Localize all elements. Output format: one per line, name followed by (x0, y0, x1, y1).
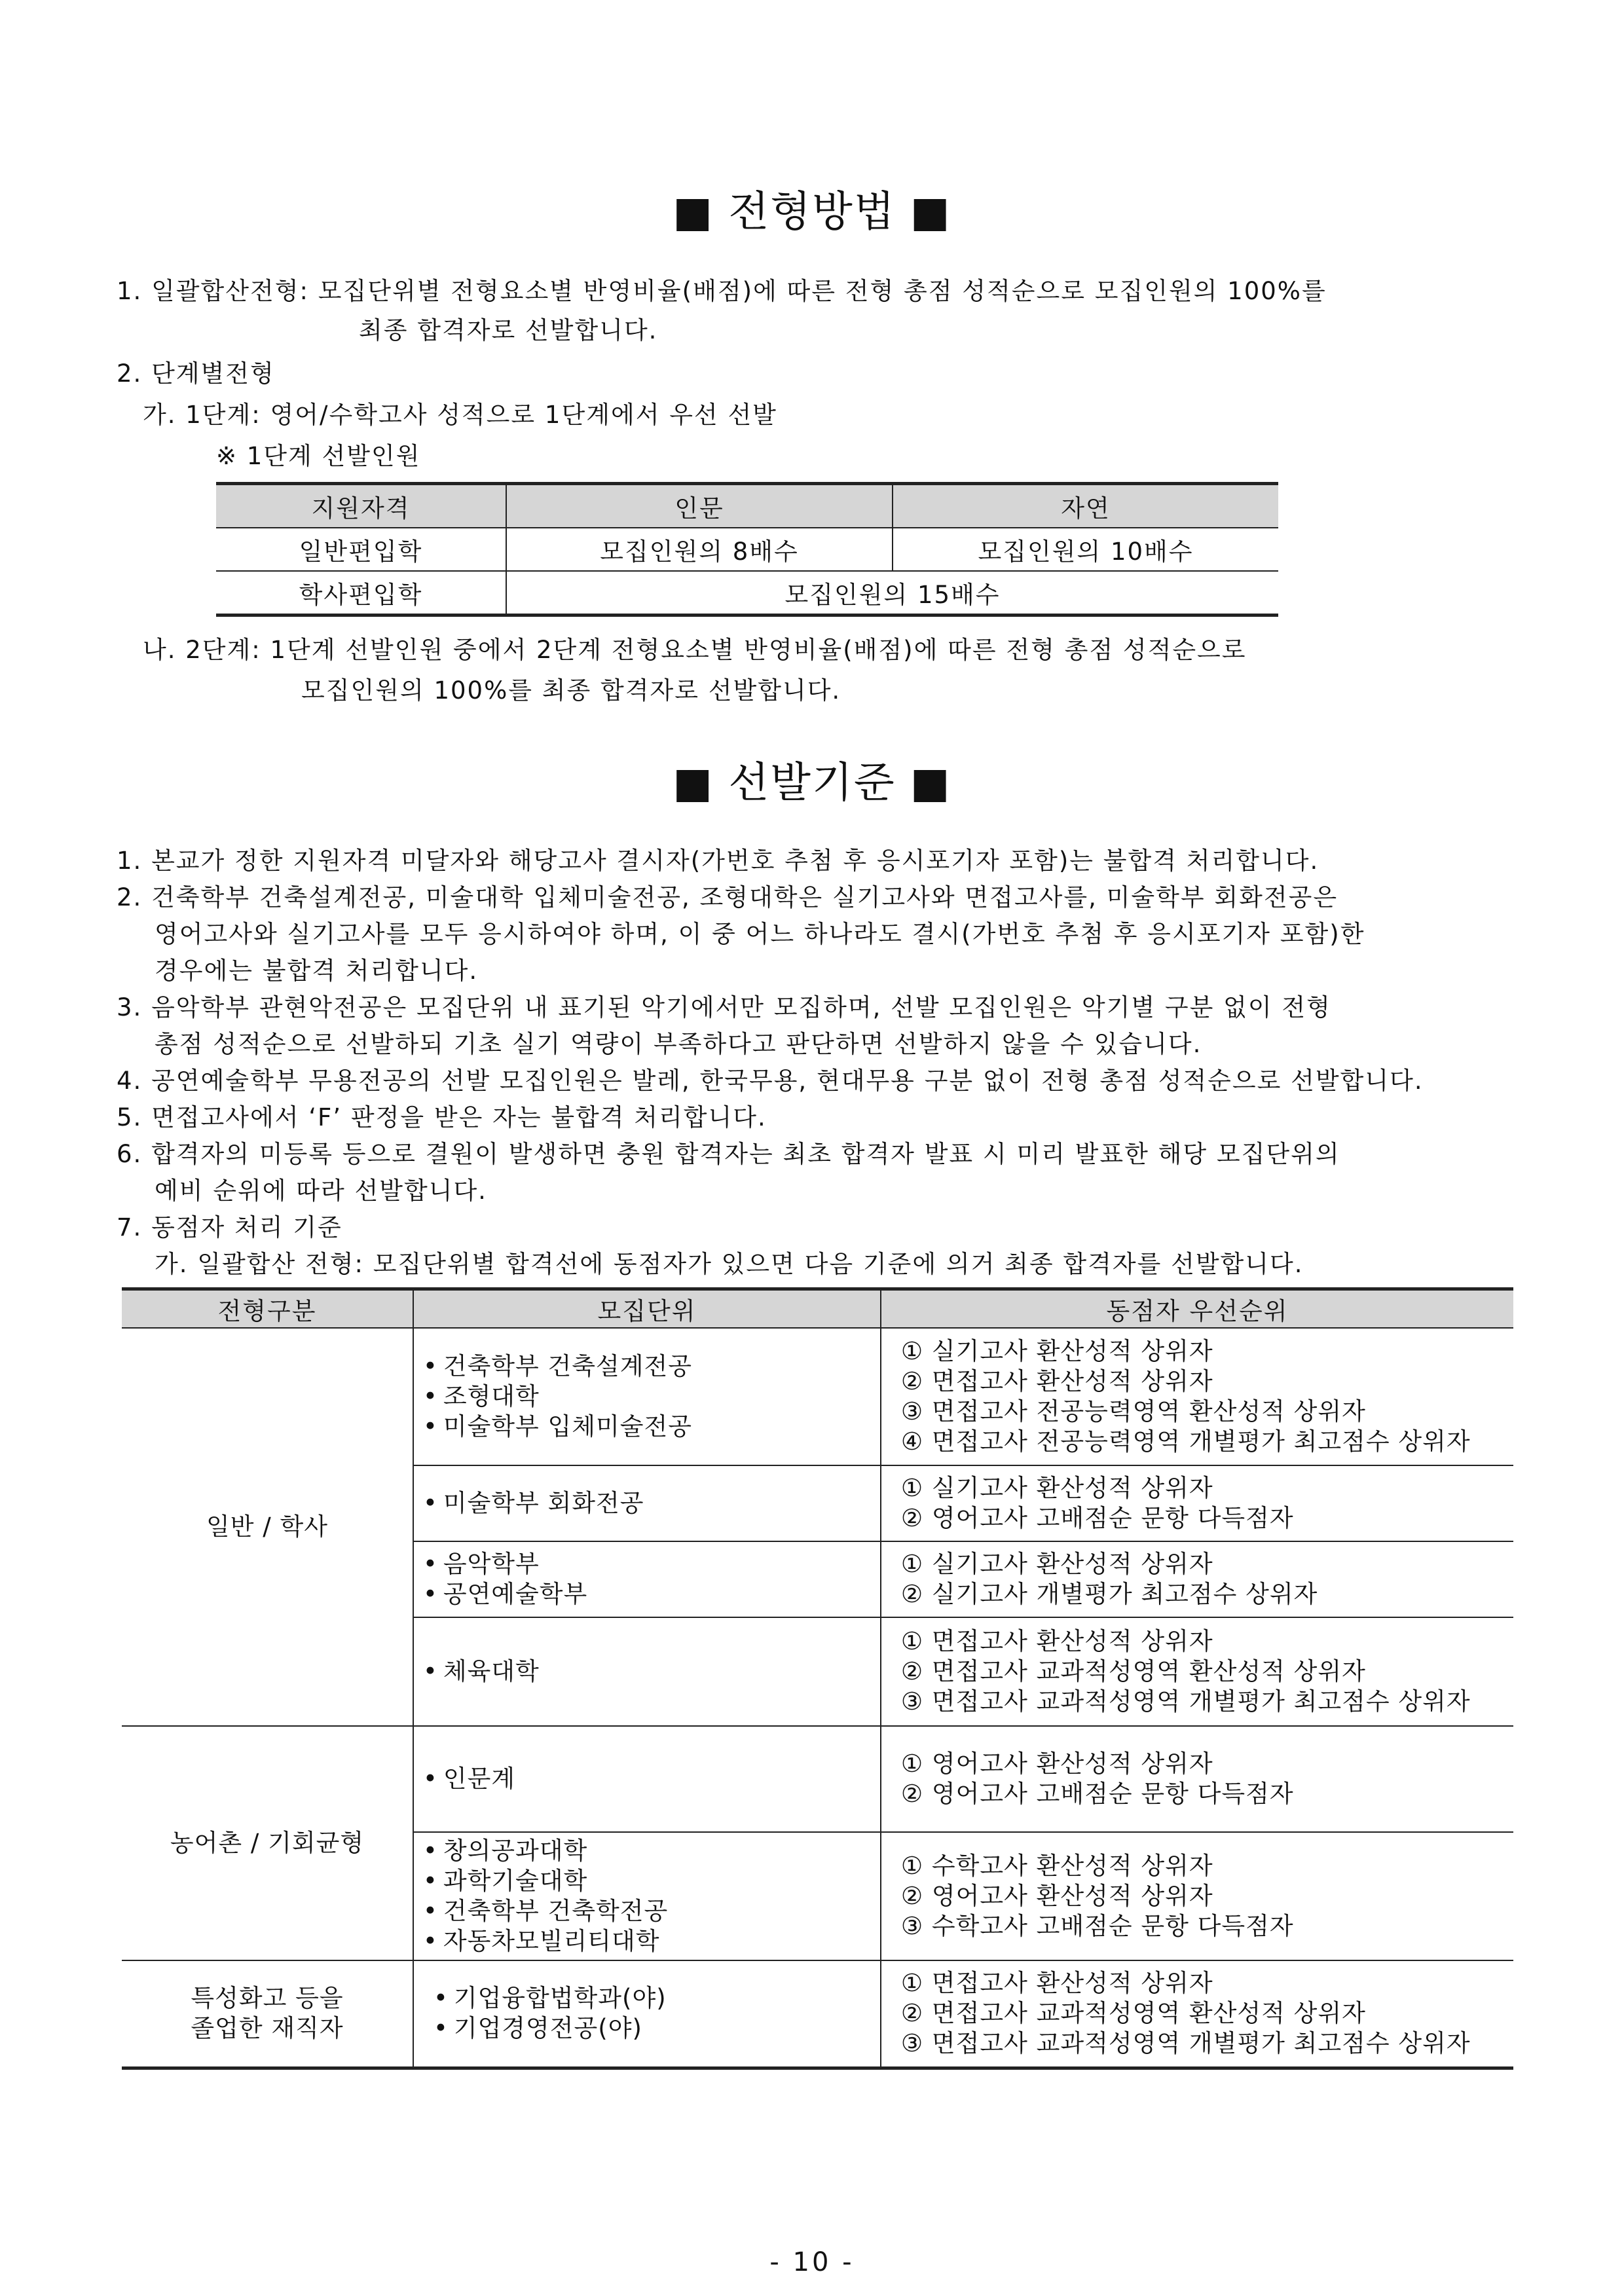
priority-item: ③ 면접고사 전공능력영역 환산성적 상위자 (901, 1397, 1366, 1425)
section-title-criteria: ■ 선발기준 ■ (673, 759, 951, 807)
table-cell-units (413, 1617, 881, 1726)
stage1-selection-table (216, 482, 1278, 617)
table-header: 지원자격 (216, 484, 506, 528)
criteria-line: 4. 공연예술학부 무용전공의 선발 모집인원은 발레, 한국무용, 현대무용 구분 없이 전형 총점 성적순으로 선발합니다. (117, 1067, 1424, 1095)
unit-item: • 기업경영전공(야) (434, 2013, 880, 2044)
priority-item: ① 실기고사 환산성적 상위자 (901, 1474, 1213, 1502)
priority-item: ② 면접고사 교과적성영역 환산성적 상위자 (901, 1657, 1366, 1685)
table-row (122, 1960, 1513, 2068)
method-item-2-na-cont: 모집인원의 100%를 최종 합격자로 선발합니다. (301, 676, 841, 705)
tie-break-table (122, 1287, 1513, 2070)
table-cell-priority (881, 1328, 1513, 1465)
priority-item: ② 영어고사 고배점순 문항 다득점자 (901, 1780, 1294, 1808)
priority-item: ① 면접고사 환산성적 상위자 (901, 1969, 1213, 1998)
priority-item: ① 영어고사 환산성적 상위자 (901, 1750, 1213, 1778)
table-cell: 모집인원의 10배수 (893, 528, 1278, 571)
table-cell-units (413, 1328, 881, 1465)
table-cell-units (413, 1726, 881, 1832)
criteria-line: 영어고사와 실기고사를 모두 응시하여야 하며, 이 중 어느 하나라도 결시(가번호 추첨 후 응시포기자 포함)한 (155, 920, 1365, 948)
criteria-line: 7. 동점자 처리 기준 (117, 1213, 342, 1241)
unit-item: • 조형대학 (423, 1382, 880, 1412)
unit-item: • 과학기술대학 (423, 1866, 880, 1896)
group-label-line: 특성화고 등을 (191, 1984, 344, 2013)
priority-item: ② 면접고사 환산성적 상위자 (901, 1367, 1213, 1395)
criteria-line: 가. 일괄합산 전형: 모집단위별 합격선에 동점자가 있으면 다음 기준에 의거 최종 합격자를 선발합니다. (155, 1250, 1304, 1278)
table-cell: 학사편입학 (216, 571, 506, 615)
table-cell-priority (881, 1960, 1513, 2068)
table-cell: 모집인원의 15배수 (506, 571, 1278, 615)
unit-item: • 인문계 (423, 1764, 880, 1794)
table-cell-priority (881, 1465, 1513, 1541)
table-cell: 일반편입학 (216, 528, 506, 571)
page-number: - 10 - (769, 2247, 855, 2277)
method-note: ※ 1단계 선발인원 (216, 442, 421, 470)
section-title-method: ■ 전형방법 ■ (673, 188, 951, 236)
priority-item: ① 면접고사 환산성적 상위자 (901, 1627, 1213, 1655)
priority-item: ① 실기고사 환산성적 상위자 (901, 1337, 1213, 1365)
unit-item: • 창의공과대학 (423, 1836, 880, 1866)
priority-item: ③ 면접고사 교과적성영역 개별평가 최고점수 상위자 (901, 1687, 1471, 1716)
group-label-line: 졸업한 재직자 (191, 2014, 344, 2043)
unit-item: • 미술학부 입체미술전공 (423, 1412, 880, 1442)
table-row (122, 1328, 1513, 1465)
table-cell-group: 농어촌 / 기회균형 (122, 1726, 413, 1960)
table-header: 동점자 우선순위 (881, 1289, 1513, 1329)
criteria-line: 5. 면접고사에서 ‘F’ 판정을 받은 자는 불합격 처리합니다. (117, 1103, 767, 1131)
unit-item: • 기업융합법학과(야) (434, 1983, 880, 2013)
table-cell-priority (881, 1541, 1513, 1617)
method-item-1: 1. 일괄합산전형: 모집단위별 전형요소별 반영비율(배점)에 따른 전형 총점 성적순으로 모집인원의 100%를 (117, 277, 1327, 305)
criteria-line: 6. 합격자의 미등록 등으로 결원이 발생하면 충원 합격자는 최초 합격자 발표 시 미리 발표한 해당 모집단위의 (117, 1140, 1340, 1168)
unit-item: • 건축학부 건축설계전공 (423, 1351, 880, 1382)
table-row (216, 528, 1278, 571)
method-item-2-ga: 가. 1단계: 영어/수학고사 성적으로 1단계에서 우선 선발 (143, 401, 777, 429)
table-cell-priority (881, 1726, 1513, 1832)
criteria-line: 3. 음악학부 관현악전공은 모집단위 내 표기된 악기에서만 모집하며, 선발 모집인원은 악기별 구분 없이 전형 (117, 993, 1331, 1021)
priority-item: ② 영어고사 고배점순 문항 다득점자 (901, 1504, 1294, 1532)
priority-item: ② 면접고사 교과적성영역 환산성적 상위자 (901, 1999, 1366, 2028)
table-cell: 모집인원의 8배수 (506, 528, 893, 571)
table-cell-group (122, 1960, 413, 2068)
priority-item: ① 실기고사 환산성적 상위자 (901, 1550, 1213, 1578)
table-row (122, 1726, 1513, 1832)
unit-item: • 체육대학 (423, 1657, 880, 1687)
table-header: 자연 (893, 484, 1278, 528)
priority-item: ④ 면접고사 전공능력영역 개별평가 최고점수 상위자 (901, 1427, 1471, 1456)
table-cell-priority (881, 1617, 1513, 1726)
priority-item: ① 수학고사 환산성적 상위자 (901, 1852, 1213, 1880)
table-header: 전형구분 (122, 1289, 413, 1329)
method-item-2-na: 나. 2단계: 1단계 선발인원 중에서 2단계 전형요소별 반영비율(배점)에 따른 전형 총점 성적순으로 (143, 636, 1247, 664)
table-cell-units (413, 1832, 881, 1960)
table-cell-units (413, 1465, 881, 1541)
method-item-1-cont: 최종 합격자로 선발합니다. (359, 316, 658, 344)
unit-item: • 공연예술학부 (423, 1579, 880, 1609)
criteria-line: 1. 본교가 정한 지원자격 미달자와 해당고사 결시자(가번호 추첨 후 응시포기자 포함)는 불합격 처리합니다. (117, 847, 1320, 875)
priority-item: ② 실기고사 개별평가 최고점수 상위자 (901, 1580, 1318, 1608)
table-header: 인문 (506, 484, 893, 528)
table-row (216, 571, 1278, 615)
criteria-line: 2. 건축학부 건축설계전공, 미술대학 입체미술전공, 조형대학은 실기고사와 면접고사를, 미술학부 회화전공은 (117, 883, 1338, 911)
table-cell-units (413, 1960, 881, 2068)
table-header: 모집단위 (413, 1289, 881, 1329)
criteria-line: 예비 순위에 따라 선발합니다. (155, 1177, 487, 1205)
criteria-line: 총점 성적순으로 선발하되 기초 실기 역량이 부족하다고 판단하면 선발하지 않을 수 있습니다. (155, 1030, 1202, 1058)
criteria-line: 경우에는 불합격 처리합니다. (155, 957, 479, 985)
unit-item: • 건축학부 건축학전공 (423, 1896, 880, 1926)
table-cell-priority (881, 1832, 1513, 1960)
table-cell-group: 일반 / 학사 (122, 1328, 413, 1726)
priority-item: ③ 수학고사 고배점순 문항 다득점자 (901, 1912, 1294, 1940)
unit-item: • 자동차모빌리티대학 (423, 1926, 880, 1956)
unit-item: • 음악학부 (423, 1549, 880, 1579)
method-item-2: 2. 단계별전형 (117, 359, 275, 388)
unit-item: • 미술학부 회화전공 (423, 1488, 880, 1518)
priority-item: ② 영어고사 환산성적 상위자 (901, 1882, 1213, 1910)
priority-item: ③ 면접고사 교과적성영역 개별평가 최고점수 상위자 (901, 2029, 1471, 2058)
table-cell-units (413, 1541, 881, 1617)
